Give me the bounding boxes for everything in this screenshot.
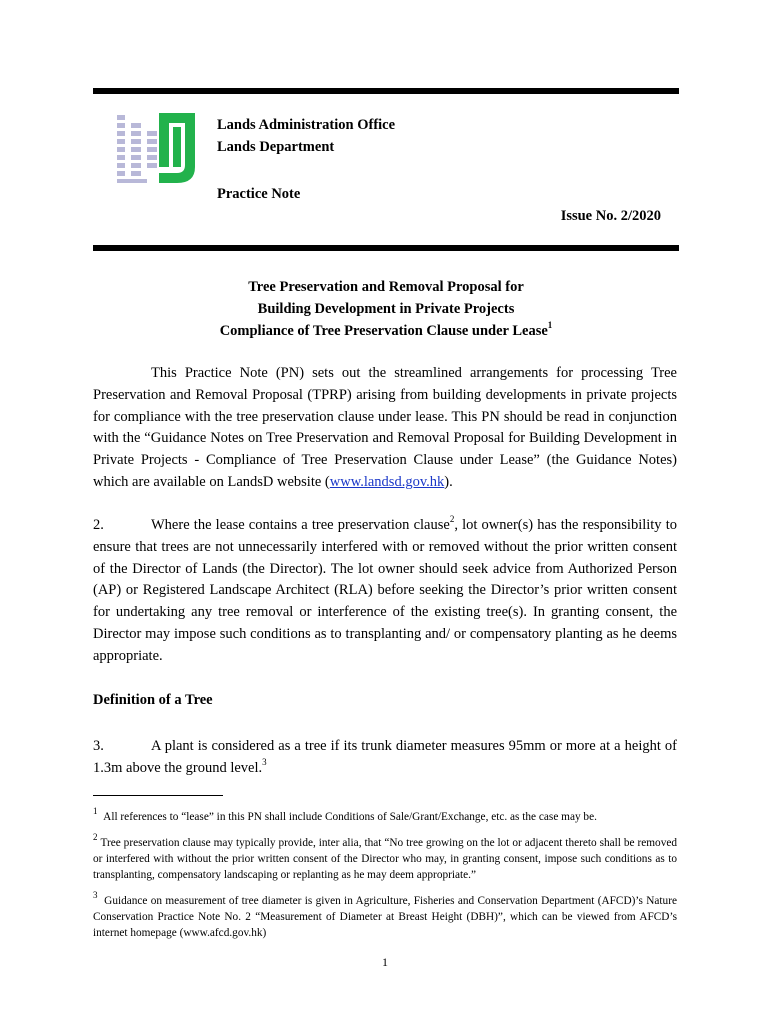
footnote-1-number: 1 — [93, 806, 98, 817]
issue-number: Issue No. 2/2020 — [560, 208, 661, 224]
paragraph-2-number: 2. — [93, 517, 104, 533]
practice-note-label: Practice Note — [217, 186, 301, 202]
footnote-3 — [93, 890, 677, 941]
header-bottom-rule — [93, 245, 679, 251]
section-heading: Definition of a Tree — [93, 692, 213, 708]
title-line-3 — [93, 320, 679, 342]
footnote-separator — [93, 795, 223, 796]
office-line-2: Lands Department — [217, 139, 335, 155]
paragraph-2-text-b: , lot owner(s) has the responsibility to ensure that trees are not unnecessarily interfered with or removed without the prior written consent of the Director of Lands (the Director). The lot owner should seek advice from Authorized Person (AP) or Registered Landscape Architect (RLA) before seeking the Director’s prior written consent for undertaking any tree removal or interference of the existing tree(s). In granting consent, the Director may impose such conditions as to transplanting and/ or compensatory planting as he deems appropriate. — [93, 517, 677, 664]
footnote-2 — [93, 832, 678, 883]
paragraph-3 — [93, 736, 677, 780]
footnote-2-number: 2 — [93, 832, 98, 843]
paragraph-1-text: This Practice Note (PN) sets out the streamlined arrangements for processing Tree Preservation and Removal Proposal (TPRP) arising from building developments in private projects for compliance with the tree preservation clause under lease. This PN should be read in conjunction with the “Guidance Notes on Tree Preservation and Removal Proposal for Building Development in Private Projects - Compliance of Tree Preservation Clause under Lease” (the Guidance Notes) which are available on LandsD website ( — [93, 365, 677, 490]
document-title — [93, 276, 679, 342]
header-top-rule — [93, 88, 679, 94]
paragraph-1-end: ). — [444, 473, 453, 490]
footnote-ref-3: 3 — [262, 756, 267, 767]
lands-department-logo — [117, 113, 195, 185]
title-line-3-text: Compliance of Tree Preservation Clause under Lease — [219, 323, 548, 339]
footnote-3-text: Guidance on measurement of tree diameter is given in Agriculture, Fisheries and Conservation Department (AFCD)’s Nature Conservation Practice Note No. 2 “Measurement of Diameter at Breast Height (DBH)”, which can be viewed from AFCD’s internet homepage (www.afcd.gov.hk) — [93, 895, 677, 939]
paragraph-3-number: 3. — [93, 738, 104, 754]
footnote-ref-2: 2 — [449, 514, 455, 525]
footnote-ref-1: 1 — [547, 320, 553, 331]
footnote-1-text: All references to “lease” in this PN shall include Conditions of Sale/Grant/Exchange, etc. as the case may be. — [103, 811, 597, 823]
paragraph-2 — [93, 515, 677, 668]
paragraph-3-text: A plant is considered as a tree if its trunk diameter measures 95mm or more at a height of 1.3m above the ground level. — [93, 738, 677, 776]
footnote-1 — [93, 806, 677, 825]
page-number: 1 — [382, 955, 388, 969]
title-line-2: Building Development in Private Projects — [257, 301, 515, 317]
paragraph-1 — [93, 363, 677, 494]
landsd-website-link[interactable]: www.landsd.gov.hk — [329, 473, 445, 490]
footnote-2-text: Tree preservation clause may typically provide, inter alia, that “No tree growing on the lot or adjacent thereto shall be removed or interfered with without the prior written consent of the Director who may, in granting consent, impose such conditions as to transplanting, compensatory landscaping or replanting as he may deem appropriate.” — [93, 837, 678, 881]
office-name — [217, 114, 395, 158]
footnote-3-number: 3 — [93, 890, 98, 901]
title-line-1: Tree Preservation and Removal Proposal for — [248, 279, 524, 295]
paragraph-2-text-a: Where the lease contains a tree preservation clause — [151, 517, 450, 533]
office-line-1: Lands Administration Office — [217, 117, 396, 133]
